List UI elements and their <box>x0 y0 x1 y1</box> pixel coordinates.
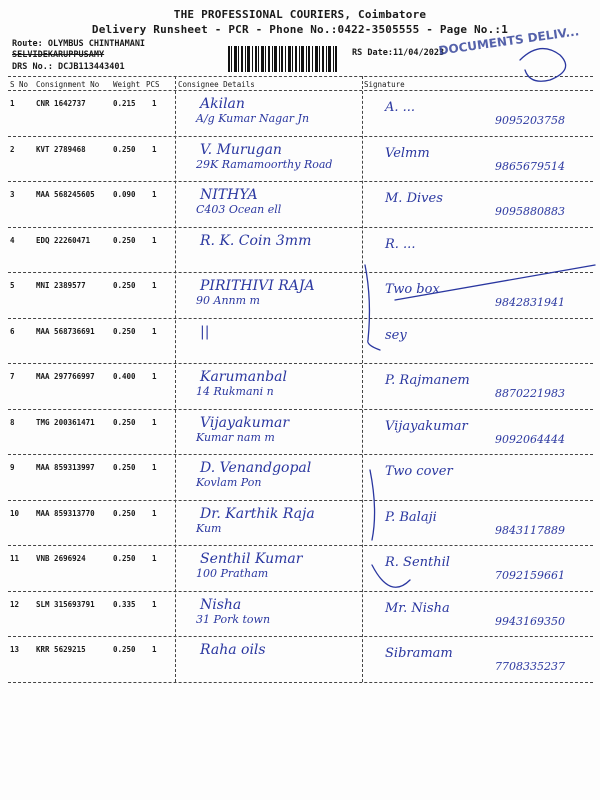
row-sno: 12 <box>10 599 20 609</box>
row-consignment-no: MAA 859313997 <box>36 463 95 472</box>
row-pcs: 1 <box>152 235 157 245</box>
consignee-address: Kum <box>196 521 222 535</box>
row-consignment-no: TMG 200361471 <box>36 417 95 427</box>
signature: Sibramam <box>385 646 453 661</box>
header-pcs: PCS <box>146 80 160 89</box>
row-sno: 6 <box>10 326 15 336</box>
consignee-name: Vijayakumar <box>200 414 290 431</box>
row-pcs: 1 <box>152 463 157 472</box>
row-consignment-no: VNB 2696924 <box>36 554 86 563</box>
row-sno: 10 <box>10 508 20 518</box>
recipient-phone: 9842831941 <box>495 296 565 309</box>
row-pcs: 1 <box>152 645 157 654</box>
recipient-phone: 7708335237 <box>495 660 565 673</box>
header-sno: S No <box>10 80 29 89</box>
row-consignment-no: KRR 5629215 <box>36 645 86 654</box>
signature: M. Dives <box>385 191 443 206</box>
row-weight: 0.250 <box>113 235 136 245</box>
row-pcs: 1 <box>152 508 157 518</box>
consignee-name: Nisha <box>200 596 242 613</box>
consignee-name: PIRITHIVI RAJA <box>200 278 315 294</box>
consignee-name: || <box>200 323 210 340</box>
row-sno: 13 <box>10 645 20 654</box>
consignee-address: C403 Ocean ell <box>196 203 282 216</box>
consignee-name: Karumanbal <box>200 369 287 385</box>
row-pcs: 1 <box>152 417 157 427</box>
recipient-phone: 9943169350 <box>495 614 565 628</box>
signature: sey <box>385 327 407 343</box>
signature: Vijayakumar <box>385 418 468 434</box>
row-weight: 0.250 <box>113 417 136 427</box>
row-sno: 9 <box>10 463 15 472</box>
signature: R. Senthil <box>385 555 450 570</box>
consignee-address: Kumar nam m <box>196 430 275 444</box>
row-pcs: 1 <box>152 144 157 154</box>
row-pcs: 1 <box>152 372 157 381</box>
recipient-phone: 9095203758 <box>495 114 565 127</box>
row-pcs: 1 <box>152 599 157 609</box>
row-sno: 8 <box>10 417 15 427</box>
row-weight: 0.090 <box>113 190 136 199</box>
signature: P. Balaji <box>385 509 437 525</box>
consignee-address: 14 Rukmani n <box>196 385 274 398</box>
rs-date: RS Date:11/04/2023 <box>352 48 445 58</box>
row-weight: 0.250 <box>113 645 136 654</box>
signature: Mr. Nisha <box>385 600 450 616</box>
row-weight: 0.335 <box>113 599 136 609</box>
row-consignment-no: KVT 2789468 <box>36 144 86 154</box>
consignee-name: Akilan <box>200 96 245 112</box>
row-pcs: 1 <box>152 99 157 108</box>
row-sno: 5 <box>10 281 15 290</box>
recipient-phone: 7092159661 <box>495 569 565 582</box>
row-weight: 0.250 <box>113 463 136 472</box>
driver-name: SELVIDEKARUPPUSAMY <box>12 50 105 60</box>
signature: Velmm <box>385 145 430 161</box>
row-weight: 0.250 <box>113 326 136 336</box>
drs-number: DRS No.: DCJB113443401 <box>12 62 125 72</box>
row-weight: 0.250 <box>113 554 136 563</box>
row-consignment-no: MAA 297766997 <box>36 372 95 381</box>
route-text: Route: OLYMBUS CHINTHAMANI <box>12 39 146 49</box>
row-weight: 0.400 <box>113 372 136 381</box>
consignee-name: Raha oils <box>200 642 266 658</box>
recipient-phone: 9865679514 <box>495 159 565 173</box>
row-sno: 3 <box>10 190 15 199</box>
consignee-name: R. K. Coin 3mm <box>200 232 312 249</box>
consignee-name: Dr. Karthik Raja <box>200 505 315 522</box>
runsheet-title: THE PROFESSIONAL COURIERS, Coimbatore <box>173 8 427 21</box>
row-sno: 1 <box>10 99 15 108</box>
row-consignment-no: EDQ 22260471 <box>36 235 91 245</box>
documents-stamp: DOCUMENTS DELIV... <box>437 24 580 58</box>
row-pcs: 1 <box>152 326 157 336</box>
consignee-name: Senthil Kumar <box>200 551 303 567</box>
consignee-name: V. Murugan <box>200 141 282 158</box>
row-sno: 7 <box>10 372 15 381</box>
row-weight: 0.250 <box>113 281 136 290</box>
signature: Two cover <box>385 464 453 479</box>
consignee-address: A/g Kumar Nagar Jn <box>196 112 310 125</box>
recipient-phone: 9095880883 <box>495 205 565 218</box>
runsheet-subtitle: Delivery Runsheet - PCR - Phone No.:0422-3505555 - Page No.:1 <box>91 23 509 36</box>
consignee-address: 100 Pratham <box>196 567 269 580</box>
consignee-address: Kovlam Pon <box>196 476 262 489</box>
row-consignment-no: MAA 859313770 <box>36 508 95 518</box>
row-weight: 0.250 <box>113 508 136 518</box>
signature: R. ... <box>385 236 416 252</box>
header-weight: Weight <box>113 80 141 89</box>
row-sno: 2 <box>10 144 15 154</box>
row-pcs: 1 <box>152 281 157 290</box>
recipient-phone: 9843117889 <box>495 523 565 537</box>
row-weight: 0.250 <box>113 144 136 154</box>
signature: Two box <box>385 282 440 297</box>
row-consignment-no: SLM 315693791 <box>36 599 95 609</box>
header-consignment: Consignment No <box>36 80 100 89</box>
row-consignment-no: MNI 2389577 <box>36 281 86 290</box>
row-weight: 0.215 <box>113 99 136 108</box>
header-signature: Signature <box>364 80 405 89</box>
recipient-phone: 9092064444 <box>495 432 565 446</box>
header-consignee: Consignee Details <box>178 80 255 89</box>
consignee-address: 29K Ramamoorthy Road <box>196 157 333 171</box>
row-consignment-no: CNR 1642737 <box>36 99 86 108</box>
consignee-name: NITHYA <box>200 187 258 203</box>
recipient-phone: 8870221983 <box>495 387 565 400</box>
row-consignment-no: MAA 568245605 <box>36 190 95 199</box>
consignee-address: 90 Annm m <box>196 294 260 307</box>
consignee-address: 31 Pork town <box>196 612 271 626</box>
row-pcs: 1 <box>152 554 157 563</box>
signature: P. Rajmanem <box>385 373 470 388</box>
row-pcs: 1 <box>152 190 157 199</box>
consignee-name: D. Venandgopal <box>200 460 312 476</box>
row-sno: 11 <box>10 554 20 563</box>
signature: A. ... <box>385 100 416 115</box>
row-sno: 4 <box>10 235 15 245</box>
row-consignment-no: MAA 568736691 <box>36 326 95 336</box>
